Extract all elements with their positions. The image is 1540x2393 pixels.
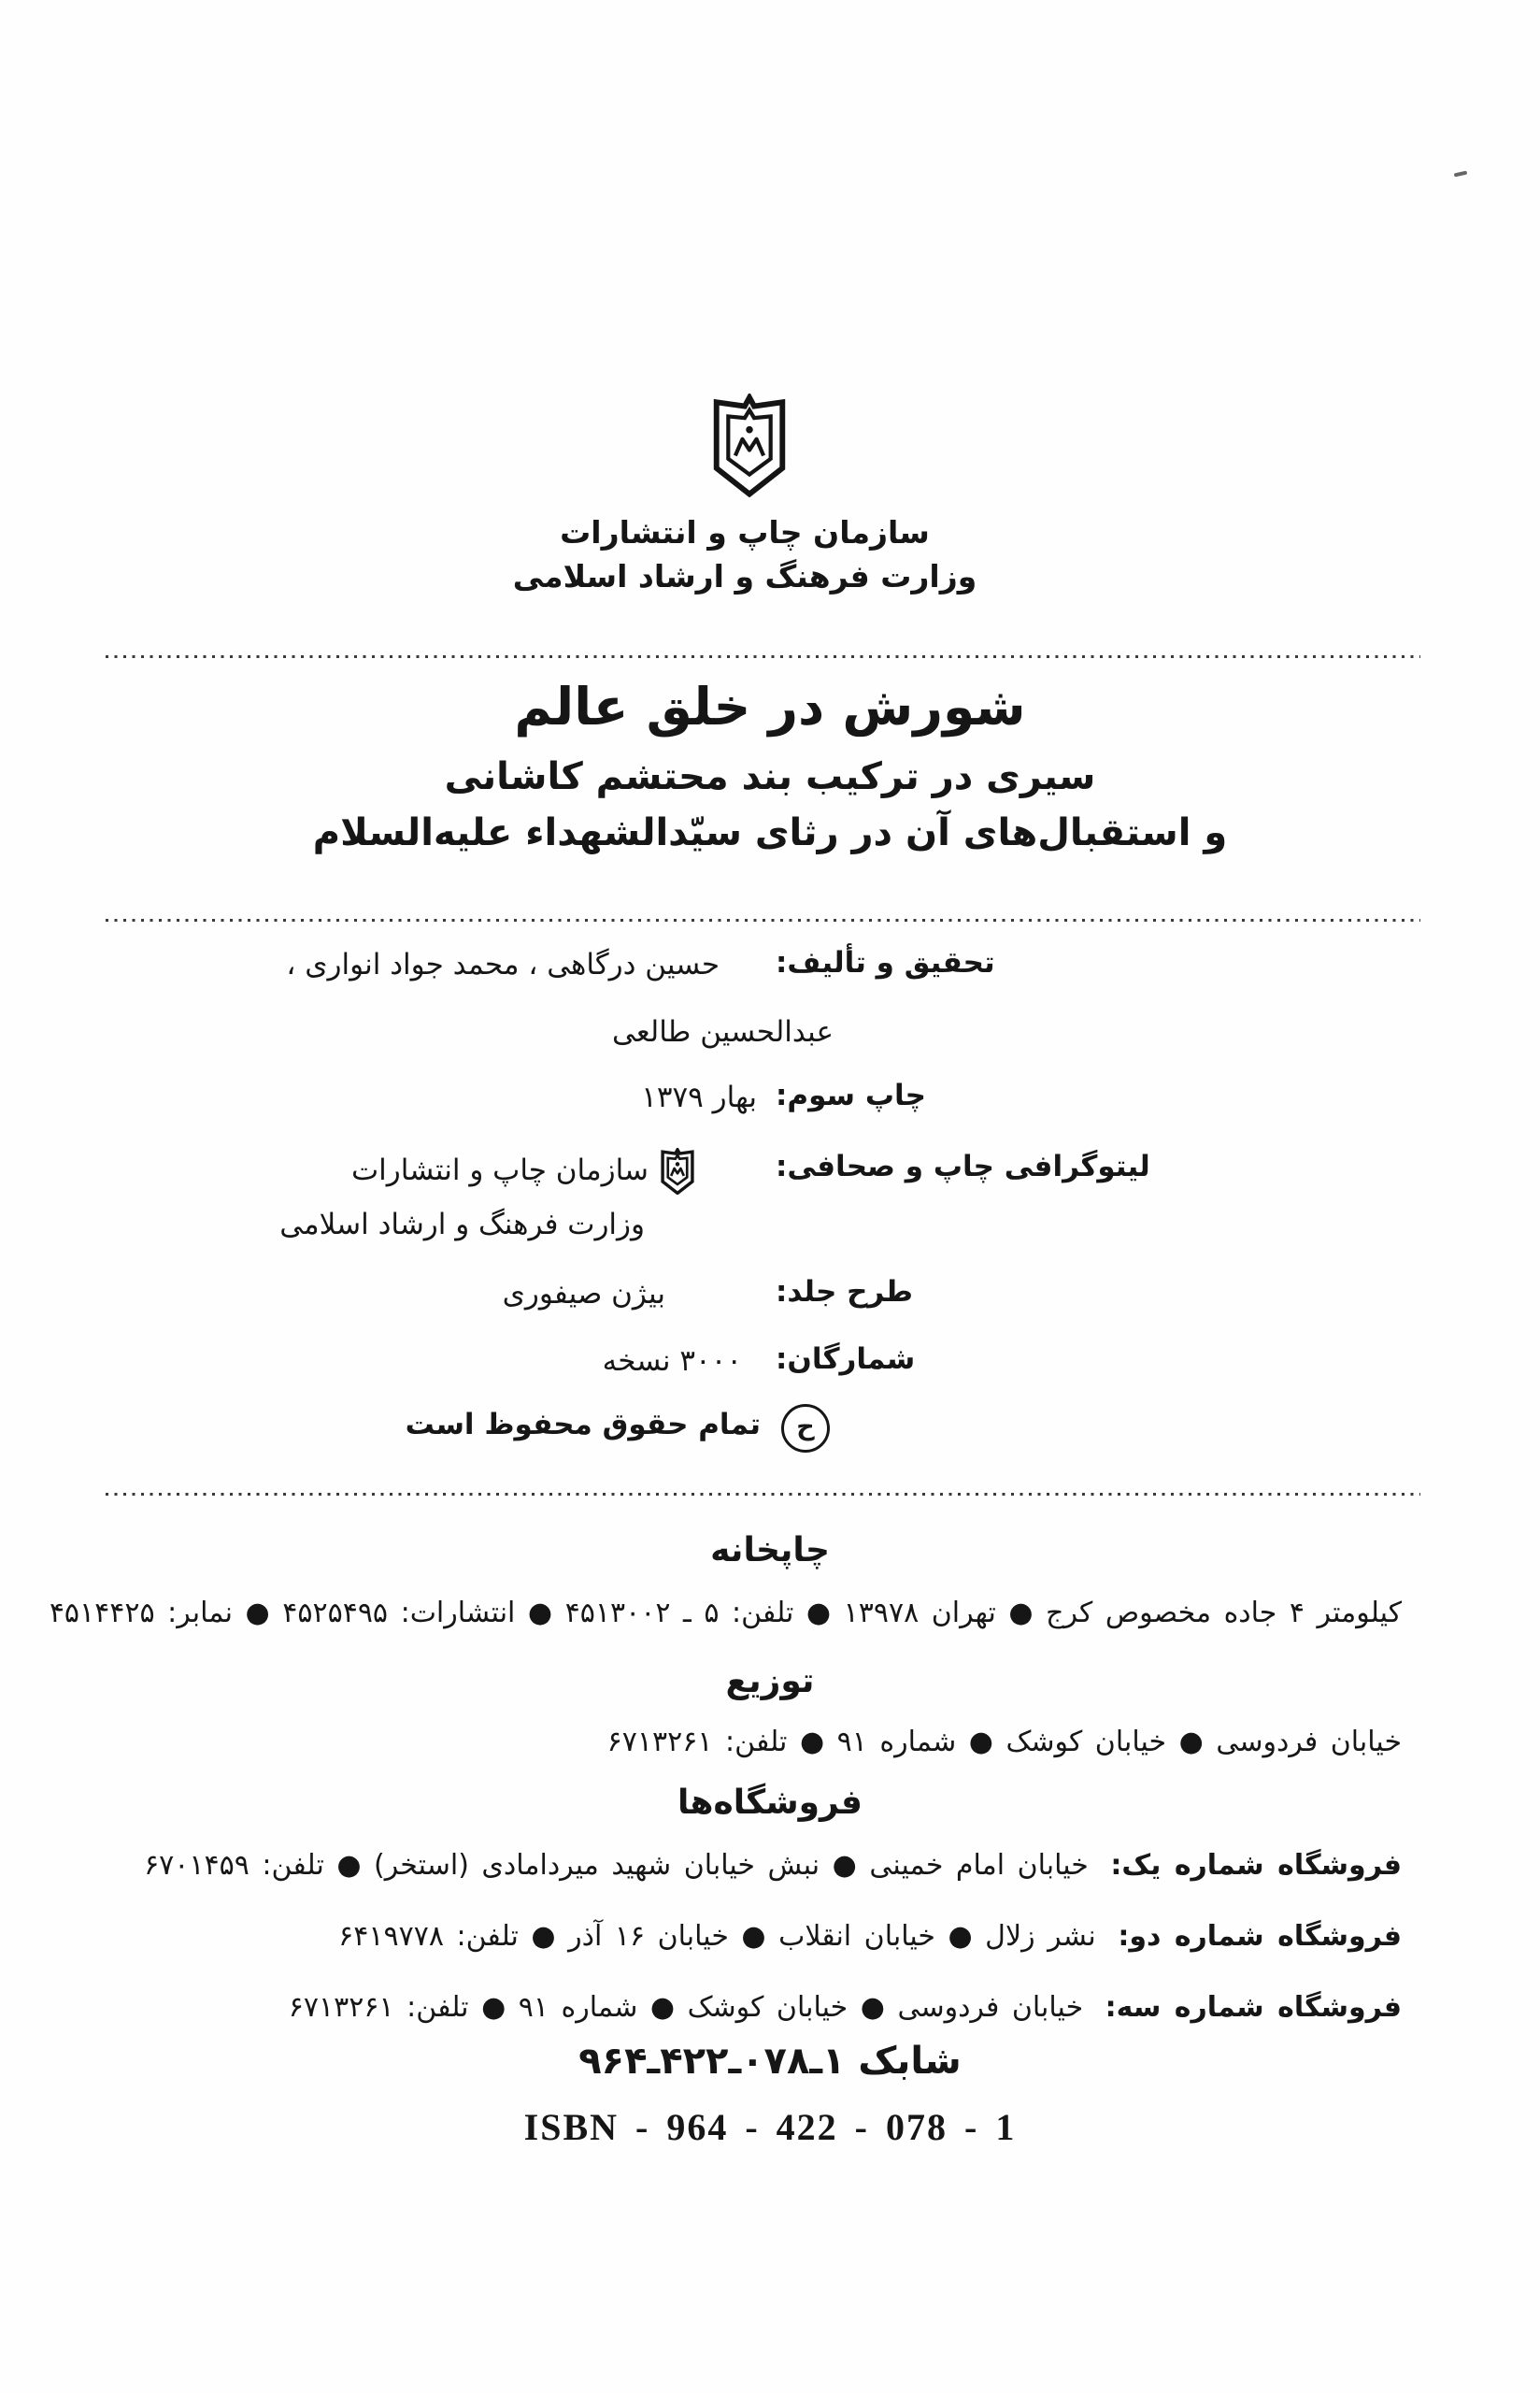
store-2-label: فروشگاه شماره دو:	[1118, 1920, 1402, 1953]
lithography-value-line2: وزارت فرهنگ و ارشاد اسلامی	[279, 1208, 645, 1241]
store-1-label: فروشگاه شماره یک:	[1110, 1849, 1402, 1882]
copyright-text: تمام حقوق محفوظ است	[405, 1408, 761, 1441]
printhouse-heading: چاپخانه	[710, 1531, 830, 1569]
store-2-text: نشر زلال ● خیابان انقلاب ● خیابان ۱۶ آذر ● تلفن: ۶۴۱۹۷۷۸	[338, 1920, 1096, 1953]
cover-design-label: طرح جلد:	[776, 1275, 913, 1309]
book-subtitle-1: سیری در ترکیب بند محتشم کاشانی	[444, 755, 1096, 798]
lithography-value-line1: سازمان چاپ و انتشارات	[351, 1154, 649, 1187]
lithography-label: لیتوگرافی چاپ و صحافی:	[776, 1150, 1150, 1183]
store-3-text: خیابان فردوسی ● خیابان کوشک ● شماره ۹۱ ● تلفن: ۶۷۱۳۲۶۱	[288, 1991, 1084, 2024]
cover-design-value: بیژن صیفوری	[502, 1277, 665, 1311]
edition-value: بهار ۱۳۷۹	[641, 1081, 757, 1114]
dotted-separator-2	[106, 919, 1420, 922]
store-1-text: خیابان امام خمینی ● نبش خیابان شهید میردامادی (استخر) ● تلفن: ۶۷۰۱۴۵۹	[144, 1849, 1089, 1882]
print-run-label: شمارگان:	[776, 1342, 916, 1376]
store-row-1	[144, 1849, 1402, 1882]
printhouse-address: کیلومتر ۴ جاده مخصوص کرج ● تهران ۱۳۹۷۸ ● تلفن: ۵ ـ ۴۵۱۳۰۰۲ ● انتشارات: ۴۵۲۵۴۹۵ ● نمابر: ۴۵۱۴۴۲۵	[49, 1597, 1402, 1629]
authors-label: تحقیق و تألیف:	[776, 946, 995, 980]
publisher-org-line2: وزارت فرهنگ و ارشاد اسلامی	[512, 558, 977, 595]
distribution-address: خیابان فردوسی ● خیابان کوشک ● شماره ۹۱ ● تلفن: ۶۷۱۳۲۶۱	[606, 1726, 1402, 1758]
store-row-2	[338, 1920, 1402, 1953]
distribution-heading: توزیع	[725, 1662, 815, 1700]
copyright-symbol: ح	[781, 1404, 830, 1453]
store-3-label: فروشگاه شماره سه:	[1105, 1991, 1402, 2024]
edition-label: چاپ سوم:	[776, 1079, 926, 1112]
isbn-persian: شابک ۱ـ۰۷۸ـ۴۲۲ـ۹۶۴	[578, 2040, 962, 2083]
dotted-separator-1	[106, 655, 1420, 658]
authors-value-line2: عبدالحسین طالعی	[611, 1015, 834, 1049]
print-run-value: ۳۰۰۰ نسخه	[602, 1344, 742, 1378]
scan-speck-mark	[1454, 171, 1468, 178]
authors-value-line1: حسین درگاهی ، محمد جواد انواری ،	[286, 948, 720, 982]
isbn-latin: ISBN - 964 - 422 - 078 - 1	[523, 2106, 1017, 2148]
book-subtitle-2: و استقبال‌های آن در رثای سیّدالشهداء علیه‌السلام	[312, 811, 1228, 854]
publisher-book-emblem-icon	[710, 394, 789, 497]
publisher-org-line1: سازمان چاپ و انتشارات	[560, 514, 930, 551]
stores-heading: فروشگاه‌ها	[677, 1784, 863, 1822]
store-row-3	[289, 1991, 1402, 2024]
lithography-small-emblem-icon	[660, 1148, 695, 1195]
book-title: شورش در خلق عالم	[514, 677, 1026, 737]
dotted-separator-3	[106, 1493, 1420, 1496]
